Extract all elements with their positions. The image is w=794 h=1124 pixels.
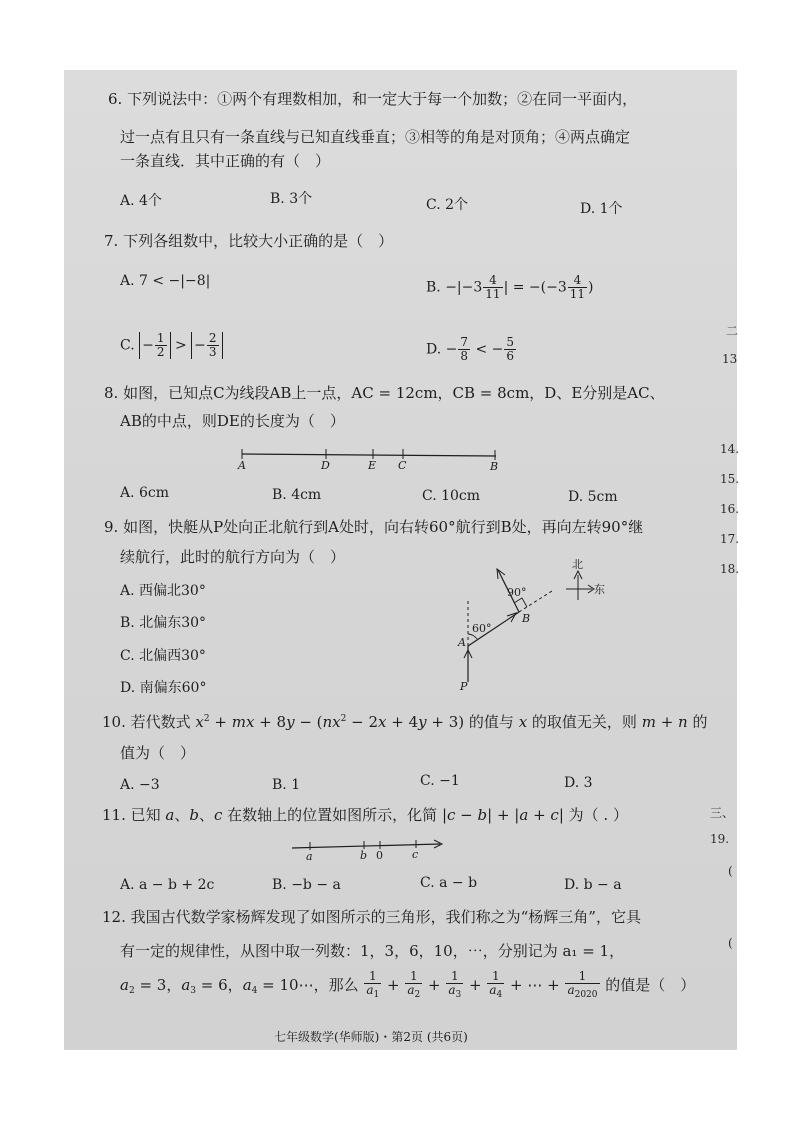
q10-option-d: D. 3 [564, 775, 593, 791]
q11-option-a: A. a − b + 2c [120, 877, 215, 893]
q10-option-b: B. 1 [272, 777, 301, 793]
q9-point-b: B [522, 612, 531, 625]
q7-option-b: B. −|−3 $\frac{4}{11}$ | = −(−3 $\frac{4}{11}$ ) [426, 273, 594, 301]
q7-stem: 7. 下列各组数中，比较大小正确的是（ ） [104, 232, 394, 250]
q10-line1: 10. 若代数式 $x^2$ + mx + $8y - (nx^2 - 2x + 4y + 3)$ 的值与 x 的取值无关，则 m + n 的 [102, 713, 708, 731]
page-footer: 七年级数学(华师版)・第2页 (共6页) [274, 1030, 468, 1044]
q8-point-d: D [321, 459, 330, 472]
q6-option-d: D. 1个 [580, 201, 623, 217]
q9-option-c: C. 北偏西30° [120, 648, 206, 664]
q8-segment-figure [64, 440, 740, 473]
margin-mark-9: ( [728, 864, 733, 878]
q12-line1: 12. 我国古代数学家杨辉发现了如图所示的三角形，我们称之为“杨辉三角”，它具 [102, 908, 641, 926]
q6-line1: 6. 下列说法中：①两个有理数相加，和一定大于每一个加数；②在同一平面内， [108, 90, 638, 108]
q9-north-label: 北 [572, 558, 583, 571]
q11-point-c: c [412, 848, 419, 861]
q11-stem-end: 为（ . ） [568, 806, 628, 824]
q6-line2: 过一点有且只有一条直线与已知直线垂直；③相等的角是对顶角；④两点确定 [120, 128, 631, 146]
q10-option-c: C. −1 [420, 773, 460, 789]
q8-option-b: B. 4cm [272, 487, 322, 503]
margin-mark-7: 三、 [710, 806, 735, 820]
q9-navigation-diagram [444, 550, 644, 700]
q9-point-p: P [460, 680, 468, 693]
q7-c-label: C. [120, 337, 135, 354]
q11-option-d: D. b − a [564, 877, 622, 893]
q9-east-label: 东 [594, 583, 605, 596]
q8-option-d: D. 5cm [568, 489, 618, 505]
q7-option-c: C. − $\frac{1}{2}$ > − $\frac{2}{3}$ [120, 332, 223, 359]
q9-line2: 续航行，此时的航行方向为（ ） [120, 548, 346, 566]
q7-a-expr: 7 < −|−8| [139, 273, 211, 289]
q9-option-d: D. 南偏东60° [120, 680, 207, 696]
q11-stem: 11. 已知 a、b、c 在数轴上的位置如图所示，化简 |c − b| + |a + c| 为（ . ） [102, 806, 628, 824]
q7-b-label: B. [426, 279, 441, 296]
q10-option-a: A. −3 [120, 777, 160, 793]
q9-option-b: B. 北偏东30° [120, 615, 207, 631]
margin-mark-6: 18. [720, 562, 740, 576]
q11-point-a: a [306, 850, 313, 863]
q11-number-line [64, 838, 737, 864]
margin-mark-1: 13 [722, 352, 738, 366]
q8-option-c: C. 10cm [422, 488, 481, 504]
exam-page [64, 70, 740, 1050]
q12-line2: 有一定的规律性，从图中取一列数：1，3，6，10，⋯，分别记为 a₁ = 1， [120, 942, 625, 960]
q7-option-a [120, 272, 210, 290]
q7-a-label: A. [120, 273, 135, 289]
margin-mark-0: 二 [726, 324, 739, 338]
q11-option-c: C. a − b [420, 875, 478, 891]
margin-mark-8: 19. [710, 832, 730, 846]
q6-option-b: B. 3个 [270, 191, 313, 207]
q9-line1: 9. 如图，快艇从P处向正北航行到A处时，向右转60°航行到B处，再向左转90°继 [104, 518, 644, 536]
q12-line3: $a_2 = 3$，$a_3 = 6$，$a_4$ = 10⋯，那么 $\frac{1}{a_1}$ + $\frac{1}{a_2}$ + $\frac{1}{a_3}$ + $\frac{1}{a_4}$ + ⋯ + $\frac{1}{a_{2020}}$ 的值是（ ） [120, 969, 696, 1000]
margin-mark-2: 14. [720, 442, 740, 456]
q7-d-label: D. [426, 341, 442, 358]
q8-line2: AB的中点，则DE的长度为（ ） [120, 412, 345, 430]
margin-mark-10: ( [728, 936, 733, 950]
q8-line1: 8. 如图，已知点C为线段AB上一点，AC = 12cm，CB = 8cm，D、E分别是AC、 [104, 384, 665, 402]
margin-mark-5: 17. [720, 532, 740, 546]
q8-point-c: C [398, 459, 407, 472]
q11-option-b: B. −b − a [272, 877, 341, 893]
q12-line3-end: 的值是（ ） [605, 976, 696, 994]
margin-mark-3: 15. [720, 472, 740, 486]
q6-line3: 一条直线．其中正确的有（ ） [120, 152, 331, 170]
q9-point-a: A [458, 636, 466, 649]
q9-option-a: A. 西偏北30° [120, 583, 206, 599]
q8-point-a: A [238, 459, 246, 472]
margin-mark-4: 16. [720, 502, 740, 516]
q7-option-d: D. − $\frac{7}{8}$ < − $\frac{5}{6}$ [426, 335, 515, 363]
q11-point-zero: 0 [376, 849, 383, 862]
q8-point-e: E [368, 459, 377, 472]
q8-option-a: A. 6cm [120, 485, 170, 501]
q11-point-b: b [360, 849, 368, 862]
q8-point-b: B [490, 460, 499, 473]
q9-angle-90: 90° [507, 586, 527, 599]
q10-line2: 值为（ ） [120, 744, 196, 762]
q6-option-a: A. 4个 [120, 193, 162, 209]
q6-option-c: C. 2个 [426, 197, 469, 213]
q9-angle-60: 60° [472, 622, 492, 635]
